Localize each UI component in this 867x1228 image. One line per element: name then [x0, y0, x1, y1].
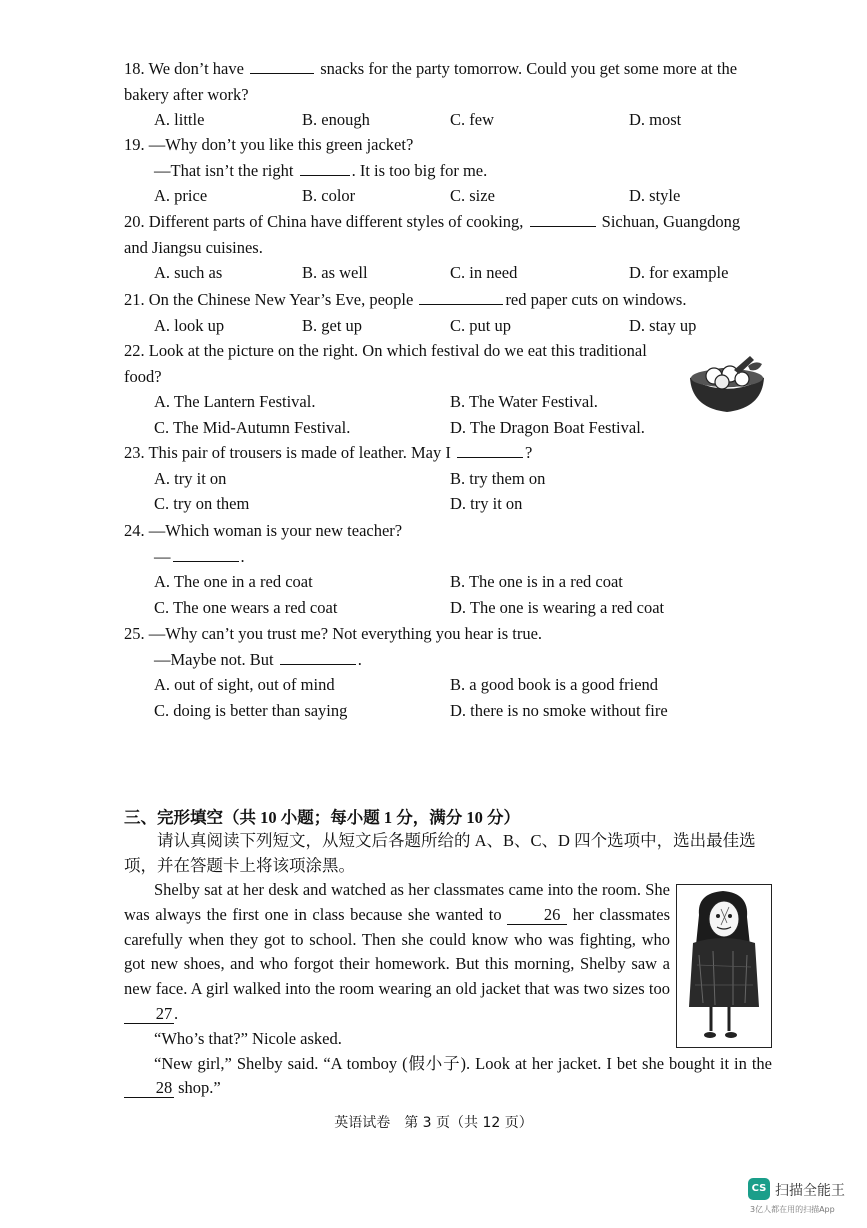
q24-option-a: A. The one in a red coat — [154, 572, 313, 591]
q23-stem-a: 23. This pair of trousers is made of leather. May I — [124, 443, 451, 462]
q25-stem-b: —Maybe not. But — [154, 649, 274, 669]
question-24 — [124, 518, 774, 620]
q23-option-d: D. try it on — [450, 494, 523, 513]
q22-option-a: A. The Lantern Festival. — [154, 392, 316, 411]
q21-option-b: B. get up — [302, 315, 363, 335]
q21-stem-b: red paper cuts on windows. — [505, 290, 687, 309]
passage-paragraph-3 — [124, 1052, 772, 1102]
q21-option-d: D. stay up — [629, 315, 697, 335]
q24-stem-a: 24. —Which woman is your new teacher? — [124, 521, 403, 540]
q24-stem-c: . — [240, 546, 245, 566]
q18-options — [124, 107, 774, 133]
blank-26: 26 — [507, 906, 567, 925]
q22-option-d: D. The Dragon Boat Festival. — [450, 417, 645, 437]
q20-stem-a: 20. Different parts of China have different styles of cooking, — [124, 212, 524, 231]
cloze-passage — [124, 878, 772, 1101]
question-20 — [124, 209, 774, 286]
q25-option-d: D. there is no smoke without fire — [450, 700, 668, 720]
section-3-title: 三、完形填空（共 10 小题；每小题 1 分，满分 10 分） — [124, 808, 520, 827]
q25-option-b: B. a good book is a good friend — [450, 675, 659, 694]
q25-options-row1 — [124, 672, 774, 698]
q20-option-a: A. such as — [154, 263, 223, 282]
passage-p1-part-a: Shelby sat at her desk and watched as her classmates came into the room. She was always the first one in class because she wanted to — [124, 880, 670, 924]
q25-option-c: C. doing is better than saying — [154, 700, 348, 720]
q21-option-c: C. put up — [450, 315, 511, 335]
q24-stem-b: — — [154, 546, 171, 566]
passage-p1-part-b: her classmates carefully when they got to school. Then she could know who was fighting, who got new shoes, and who forgot their homework. But this morning, Shelby saw a new face. A girl walked into the room wearing an old jacket that was two sizes too — [124, 904, 670, 999]
q21-option-a: A. look up — [154, 315, 225, 335]
page-footer: 英语试卷 第 3 页（共 12 页） — [334, 1115, 533, 1131]
q23-stem-b: ? — [525, 443, 533, 462]
q24-option-b: B. The one is in a red coat — [450, 572, 623, 591]
q21-blank — [419, 287, 503, 305]
q24-options-row2 — [124, 595, 774, 621]
camscanner-logo-icon: CS — [748, 1178, 770, 1200]
q22-stem-a: 22. Look at the picture on the right. On which festival do we eat this traditional — [124, 341, 647, 360]
q20-option-c: C. in need — [450, 263, 518, 282]
passage-paragraph-1 — [124, 878, 670, 1027]
q21-stem-a: 21. On the Chinese New Year’s Eve, people — [124, 290, 414, 309]
q22-options-row2 — [124, 415, 774, 441]
q20-blank — [530, 209, 596, 227]
q24-options-row1 — [124, 569, 774, 595]
q24-blank — [173, 544, 239, 562]
q25-stem-c: . — [357, 649, 362, 669]
q19-stem-b: —That isn’t the right — [154, 160, 294, 180]
q25-stem-a: 25. —Why can’t you trust me? Not everything you hear is true. — [124, 624, 543, 643]
q19-option-a: A. price — [154, 186, 208, 205]
q23-blank — [457, 440, 523, 458]
q24-option-c: C. The one wears a red coat — [154, 597, 338, 617]
q18-option-b: B. enough — [302, 110, 370, 129]
q23-options-row1 — [124, 466, 774, 492]
camscanner-name: 扫描全能王 — [775, 1183, 845, 1199]
q18-blank — [250, 56, 314, 74]
section-3-instruction: 请认真阅读下列短文，从短文后各题所给的 A、B、C、D 四个选项中，选出最佳选项，并在答题卡上将该项涂黑。 — [124, 831, 756, 875]
q19-stem-a: 19. —Why don’t you like this green jacket? — [124, 135, 414, 154]
q19-option-b: B. color — [302, 186, 356, 205]
q19-options — [124, 183, 774, 209]
q20-option-d: D. for example — [629, 263, 729, 282]
passage-p3-part-a: “New girl,” Shelby said. “A tomboy (假小子). Look at her jacket. I bet she bought it in the — [154, 1053, 772, 1073]
tangyuan-bowl-illustration — [684, 352, 770, 416]
q22-options-row1 — [124, 389, 774, 415]
q19-stem-c: . It is too big for me. — [351, 160, 488, 180]
q23-options-row2 — [124, 491, 774, 517]
passage-p1-part-c: . — [174, 1003, 179, 1023]
q23-option-b: B. try them on — [450, 468, 546, 488]
q18-stem-c: bakery after work? — [124, 84, 249, 104]
q25-option-a: A. out of sight, out of mind — [154, 675, 335, 694]
q19-option-d: D. style — [629, 186, 681, 205]
question-22 — [124, 338, 774, 440]
q19-option-c: C. size — [450, 186, 495, 205]
q18-stem-a: 18. We don’t have — [124, 59, 244, 78]
q18-stem-b: snacks for the party tomorrow. Could you get some more at the — [320, 59, 738, 78]
q20-options — [124, 260, 774, 286]
blank-28: 28 — [124, 1079, 174, 1098]
q20-stem-b: Sichuan, Guangdong — [601, 212, 741, 231]
q22-option-c: C. The Mid-Autumn Festival. — [154, 417, 351, 437]
q23-option-c: C. try on them — [154, 494, 250, 513]
question-21 — [124, 287, 774, 338]
camscanner-tagline: 3亿人都在用的扫描App — [750, 1205, 835, 1214]
question-25 — [124, 621, 774, 723]
question-19 — [124, 132, 774, 209]
q19-blank — [300, 158, 350, 176]
q25-options-row2 — [124, 698, 774, 724]
q21-options — [124, 313, 774, 339]
question-18 — [124, 56, 774, 133]
question-23 — [124, 440, 774, 517]
passage-paragraph-2: “Who’s that?” Nicole asked. — [154, 1028, 342, 1048]
q24-option-d: D. The one is wearing a red coat — [450, 597, 665, 617]
blank-27: 27 — [124, 1005, 174, 1024]
q22-stem-b: food? — [124, 366, 162, 386]
q25-blank — [280, 647, 356, 665]
q22-option-b: B. The Water Festival. — [450, 392, 598, 411]
q20-stem-c: and Jiangsu cuisines. — [124, 237, 263, 257]
q18-option-c: C. few — [450, 110, 494, 129]
q18-option-a: A. little — [154, 110, 205, 129]
passage-p3-part-b: shop.” — [178, 1078, 221, 1098]
q20-option-b: B. as well — [302, 263, 368, 282]
q18-option-d: D. most — [629, 110, 682, 129]
q23-option-a: A. try it on — [154, 468, 227, 488]
